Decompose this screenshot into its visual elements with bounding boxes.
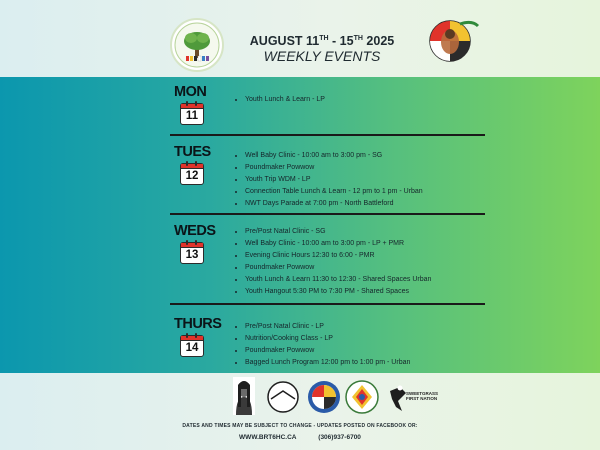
- divider: [170, 303, 485, 305]
- day-date: 13: [185, 249, 199, 261]
- day-name: WEDS: [174, 223, 216, 239]
- calendar-icon: [180, 103, 204, 125]
- list-item: • Pre/Post Natal Clinic - LP: [245, 321, 410, 333]
- day-date: 11: [185, 110, 199, 122]
- list-item: • Bagged Lunch Program 12:00 pm to 1:00 pm - Urban: [245, 357, 410, 369]
- calendar-icon: [180, 163, 204, 185]
- health-centre-logo: [420, 16, 484, 76]
- list-item: • Youth Lunch & Learn - LP: [245, 94, 325, 106]
- day-date: 12: [185, 170, 199, 182]
- list-item: • Nutrition/Cooking Class - LP: [245, 333, 410, 345]
- list-item: • Poundmaker Powwow: [245, 262, 431, 274]
- list-item: • Connection Table Lunch & Learn - 12 pm to 1 pm - Urban: [245, 186, 423, 198]
- first-nation-seal-logo: [344, 377, 380, 415]
- hill-circle-logo: [266, 377, 300, 415]
- disclaimer-text: DATES AND TIMES MAY BE SUBJECT TO CHANGE - UPDATES POSTED ON FACEBOOK OR:: [182, 423, 418, 429]
- day-date: 14: [185, 342, 199, 354]
- partner-name: SWEETGRASS FIRST NATION: [406, 391, 439, 401]
- event-list: [235, 226, 431, 297]
- day-name: MON: [174, 84, 207, 100]
- list-item: • Poundmaker Powwow: [245, 345, 410, 357]
- list-item: • Well Baby Clinic - 10:00 am to 3:00 pm - SG: [245, 150, 423, 162]
- day-name: THURS: [174, 316, 222, 332]
- contact-line: [0, 434, 600, 441]
- calendar-icon: [180, 242, 204, 264]
- day-block-thurs: [170, 316, 485, 372]
- day-block-tues: [170, 144, 485, 214]
- divider: [170, 213, 485, 215]
- day-block-weds: [170, 223, 485, 303]
- footer: [0, 373, 600, 450]
- header: [0, 0, 600, 77]
- nation-seal-logo: [307, 377, 341, 415]
- list-item: • NWT Days Parade at 7:00 pm - North Battleford: [245, 198, 423, 210]
- list-item: • Well Baby Clinic - 10:00 am to 3:00 pm - LP + PMR: [245, 238, 431, 250]
- list-item: • Youth Trip WDM - LP: [245, 174, 423, 186]
- eagle-logo: [388, 377, 440, 415]
- list-item: • Youth Lunch & Learn 11:30 to 12:30 - Shared Spaces Urban: [245, 274, 431, 286]
- tree-circle-logo: [170, 18, 224, 72]
- event-list: [235, 94, 325, 106]
- phone-number: (306)937-6700: [318, 434, 361, 441]
- day-name: TUES: [174, 144, 211, 160]
- list-item: • Evening Clinic Hours 12:30 to 6:00 - PMR: [245, 250, 431, 262]
- divider: [170, 134, 485, 136]
- list-item: • Youth Hangout 5:30 PM to 7:30 PM - Shared Spaces: [245, 286, 431, 298]
- page-subtitle: WEEKLY EVENTS: [263, 48, 381, 64]
- list-item: • Poundmaker Powwow: [245, 162, 423, 174]
- portrait-logo: [233, 377, 255, 415]
- event-list: [235, 150, 423, 210]
- calendar-icon: [180, 335, 204, 357]
- list-item: • Pre/Post Natal Clinic - SG: [245, 226, 431, 238]
- day-block-mon: [170, 84, 485, 134]
- date-range-title: AUGUST 11TH - 15TH 2025: [249, 34, 395, 48]
- event-list: [235, 321, 410, 369]
- website-link[interactable]: WWW.BRT6HC.CA: [239, 434, 297, 441]
